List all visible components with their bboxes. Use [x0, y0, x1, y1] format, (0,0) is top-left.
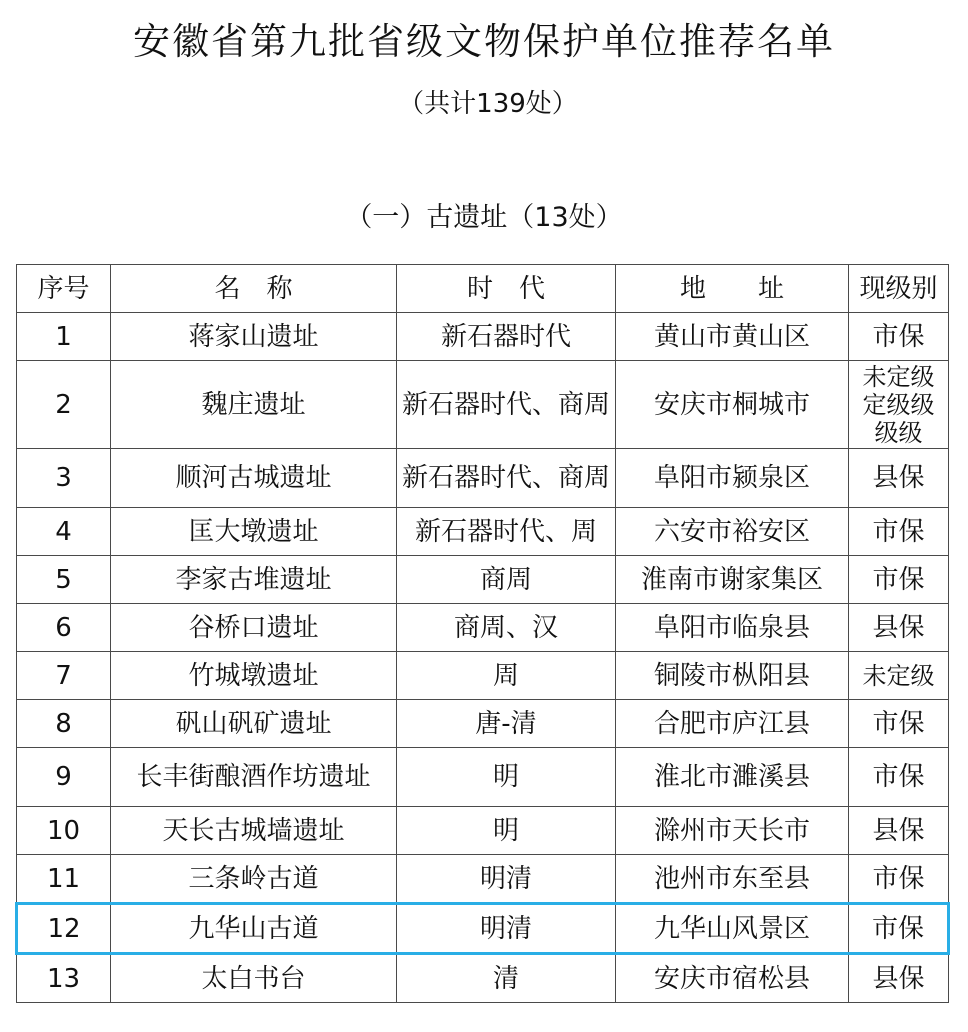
cell-location: 铜陵市枞阳县 — [616, 652, 849, 700]
cell-level: 市保 — [849, 904, 949, 954]
cell-no: 8 — [17, 700, 111, 748]
cell-era: 清 — [397, 954, 616, 1003]
cell-name: 三条岭古道 — [111, 855, 397, 904]
header-no: 序号 — [17, 265, 111, 313]
cell-location: 阜阳市颍泉区 — [616, 449, 849, 508]
cell-level: 县保 — [849, 604, 949, 652]
cell-name: 匡大墩遗址 — [111, 508, 397, 556]
cell-location: 滁州市天长市 — [616, 807, 849, 855]
header-location: 地 址 — [616, 265, 849, 313]
cell-name: 太白书台 — [111, 954, 397, 1003]
cell-no: 1 — [17, 313, 111, 361]
cell-level: 未定级 — [849, 652, 949, 700]
cell-era: 唐-清 — [397, 700, 616, 748]
cell-era: 明 — [397, 807, 616, 855]
cell-level: 县保 — [849, 807, 949, 855]
table-row — [17, 855, 949, 904]
cell-location: 安庆市桐城市 — [616, 361, 849, 449]
section-heading: （一）古遗址（13处） — [345, 202, 623, 233]
cell-name: 谷桥口遗址 — [111, 604, 397, 652]
cell-level: 市保 — [849, 700, 949, 748]
cell-era: 明清 — [397, 904, 616, 954]
cell-no: 10 — [17, 807, 111, 855]
cell-location: 九华山风景区 — [616, 904, 849, 954]
cell-name: 天长古城墙遗址 — [111, 807, 397, 855]
cell-name: 魏庄遗址 — [111, 361, 397, 449]
cell-no: 3 — [17, 449, 111, 508]
cell-no: 4 — [17, 508, 111, 556]
cell-no: 6 — [17, 604, 111, 652]
cell-location: 黄山市黄山区 — [616, 313, 849, 361]
cell-level: 市保 — [849, 508, 949, 556]
cell-level: 未定级定级级级级 — [849, 361, 949, 449]
cell-era: 周 — [397, 652, 616, 700]
cell-no: 13 — [17, 954, 111, 1003]
cell-name: 李家古堆遗址 — [111, 556, 397, 604]
cell-level: 市保 — [849, 313, 949, 361]
table-row — [17, 652, 949, 700]
cell-era: 商周、汉 — [397, 604, 616, 652]
cell-no: 2 — [17, 361, 111, 449]
cell-no: 11 — [17, 855, 111, 904]
table-row-highlighted — [17, 904, 949, 954]
table-row — [17, 313, 949, 361]
cell-name: 九华山古道 — [111, 904, 397, 954]
cell-era: 新石器时代、商周 — [397, 361, 616, 449]
cell-no: 7 — [17, 652, 111, 700]
table-row — [17, 508, 949, 556]
table-row — [17, 604, 949, 652]
cell-location: 淮南市谢家集区 — [616, 556, 849, 604]
cell-level: 市保 — [849, 855, 949, 904]
cell-era: 商周 — [397, 556, 616, 604]
cell-level: 县保 — [849, 449, 949, 508]
table-row — [17, 807, 949, 855]
cell-era: 明 — [397, 748, 616, 807]
cell-no: 12 — [17, 904, 111, 954]
cell-no: 5 — [17, 556, 111, 604]
table-row — [17, 449, 949, 508]
cell-era: 明清 — [397, 855, 616, 904]
cell-level: 市保 — [849, 748, 949, 807]
header-era: 时 代 — [397, 265, 616, 313]
header-name: 名 称 — [111, 265, 397, 313]
cell-location: 池州市东至县 — [616, 855, 849, 904]
cell-location: 阜阳市临泉县 — [616, 604, 849, 652]
cell-era: 新石器时代、周 — [397, 508, 616, 556]
cell-location: 安庆市宿松县 — [616, 954, 849, 1003]
page-title: 安徽省第九批省级文物保护单位推荐名单 — [133, 20, 835, 63]
table-row — [17, 361, 949, 449]
cell-name: 蒋家山遗址 — [111, 313, 397, 361]
table-row — [17, 748, 949, 807]
cell-era: 新石器时代、商周 — [397, 449, 616, 508]
cell-location: 淮北市濉溪县 — [616, 748, 849, 807]
cell-location: 合肥市庐江县 — [616, 700, 849, 748]
cell-level: 县保 — [849, 954, 949, 1003]
cell-name: 矾山矾矿遗址 — [111, 700, 397, 748]
cell-name: 长丰街酿酒作坊遗址 — [111, 748, 397, 807]
table-row — [17, 556, 949, 604]
page-subtitle: （共计139处） — [398, 89, 578, 119]
table-row — [17, 700, 949, 748]
table-header-row — [17, 265, 949, 313]
header-level: 现级别 — [849, 265, 949, 313]
cell-era: 新石器时代 — [397, 313, 616, 361]
cell-no: 9 — [17, 748, 111, 807]
cell-name: 竹城墩遗址 — [111, 652, 397, 700]
cell-name: 顺河古城遗址 — [111, 449, 397, 508]
cell-level: 市保 — [849, 556, 949, 604]
cell-location: 六安市裕安区 — [616, 508, 849, 556]
table-row — [17, 954, 949, 1003]
heritage-table — [15, 264, 950, 1003]
